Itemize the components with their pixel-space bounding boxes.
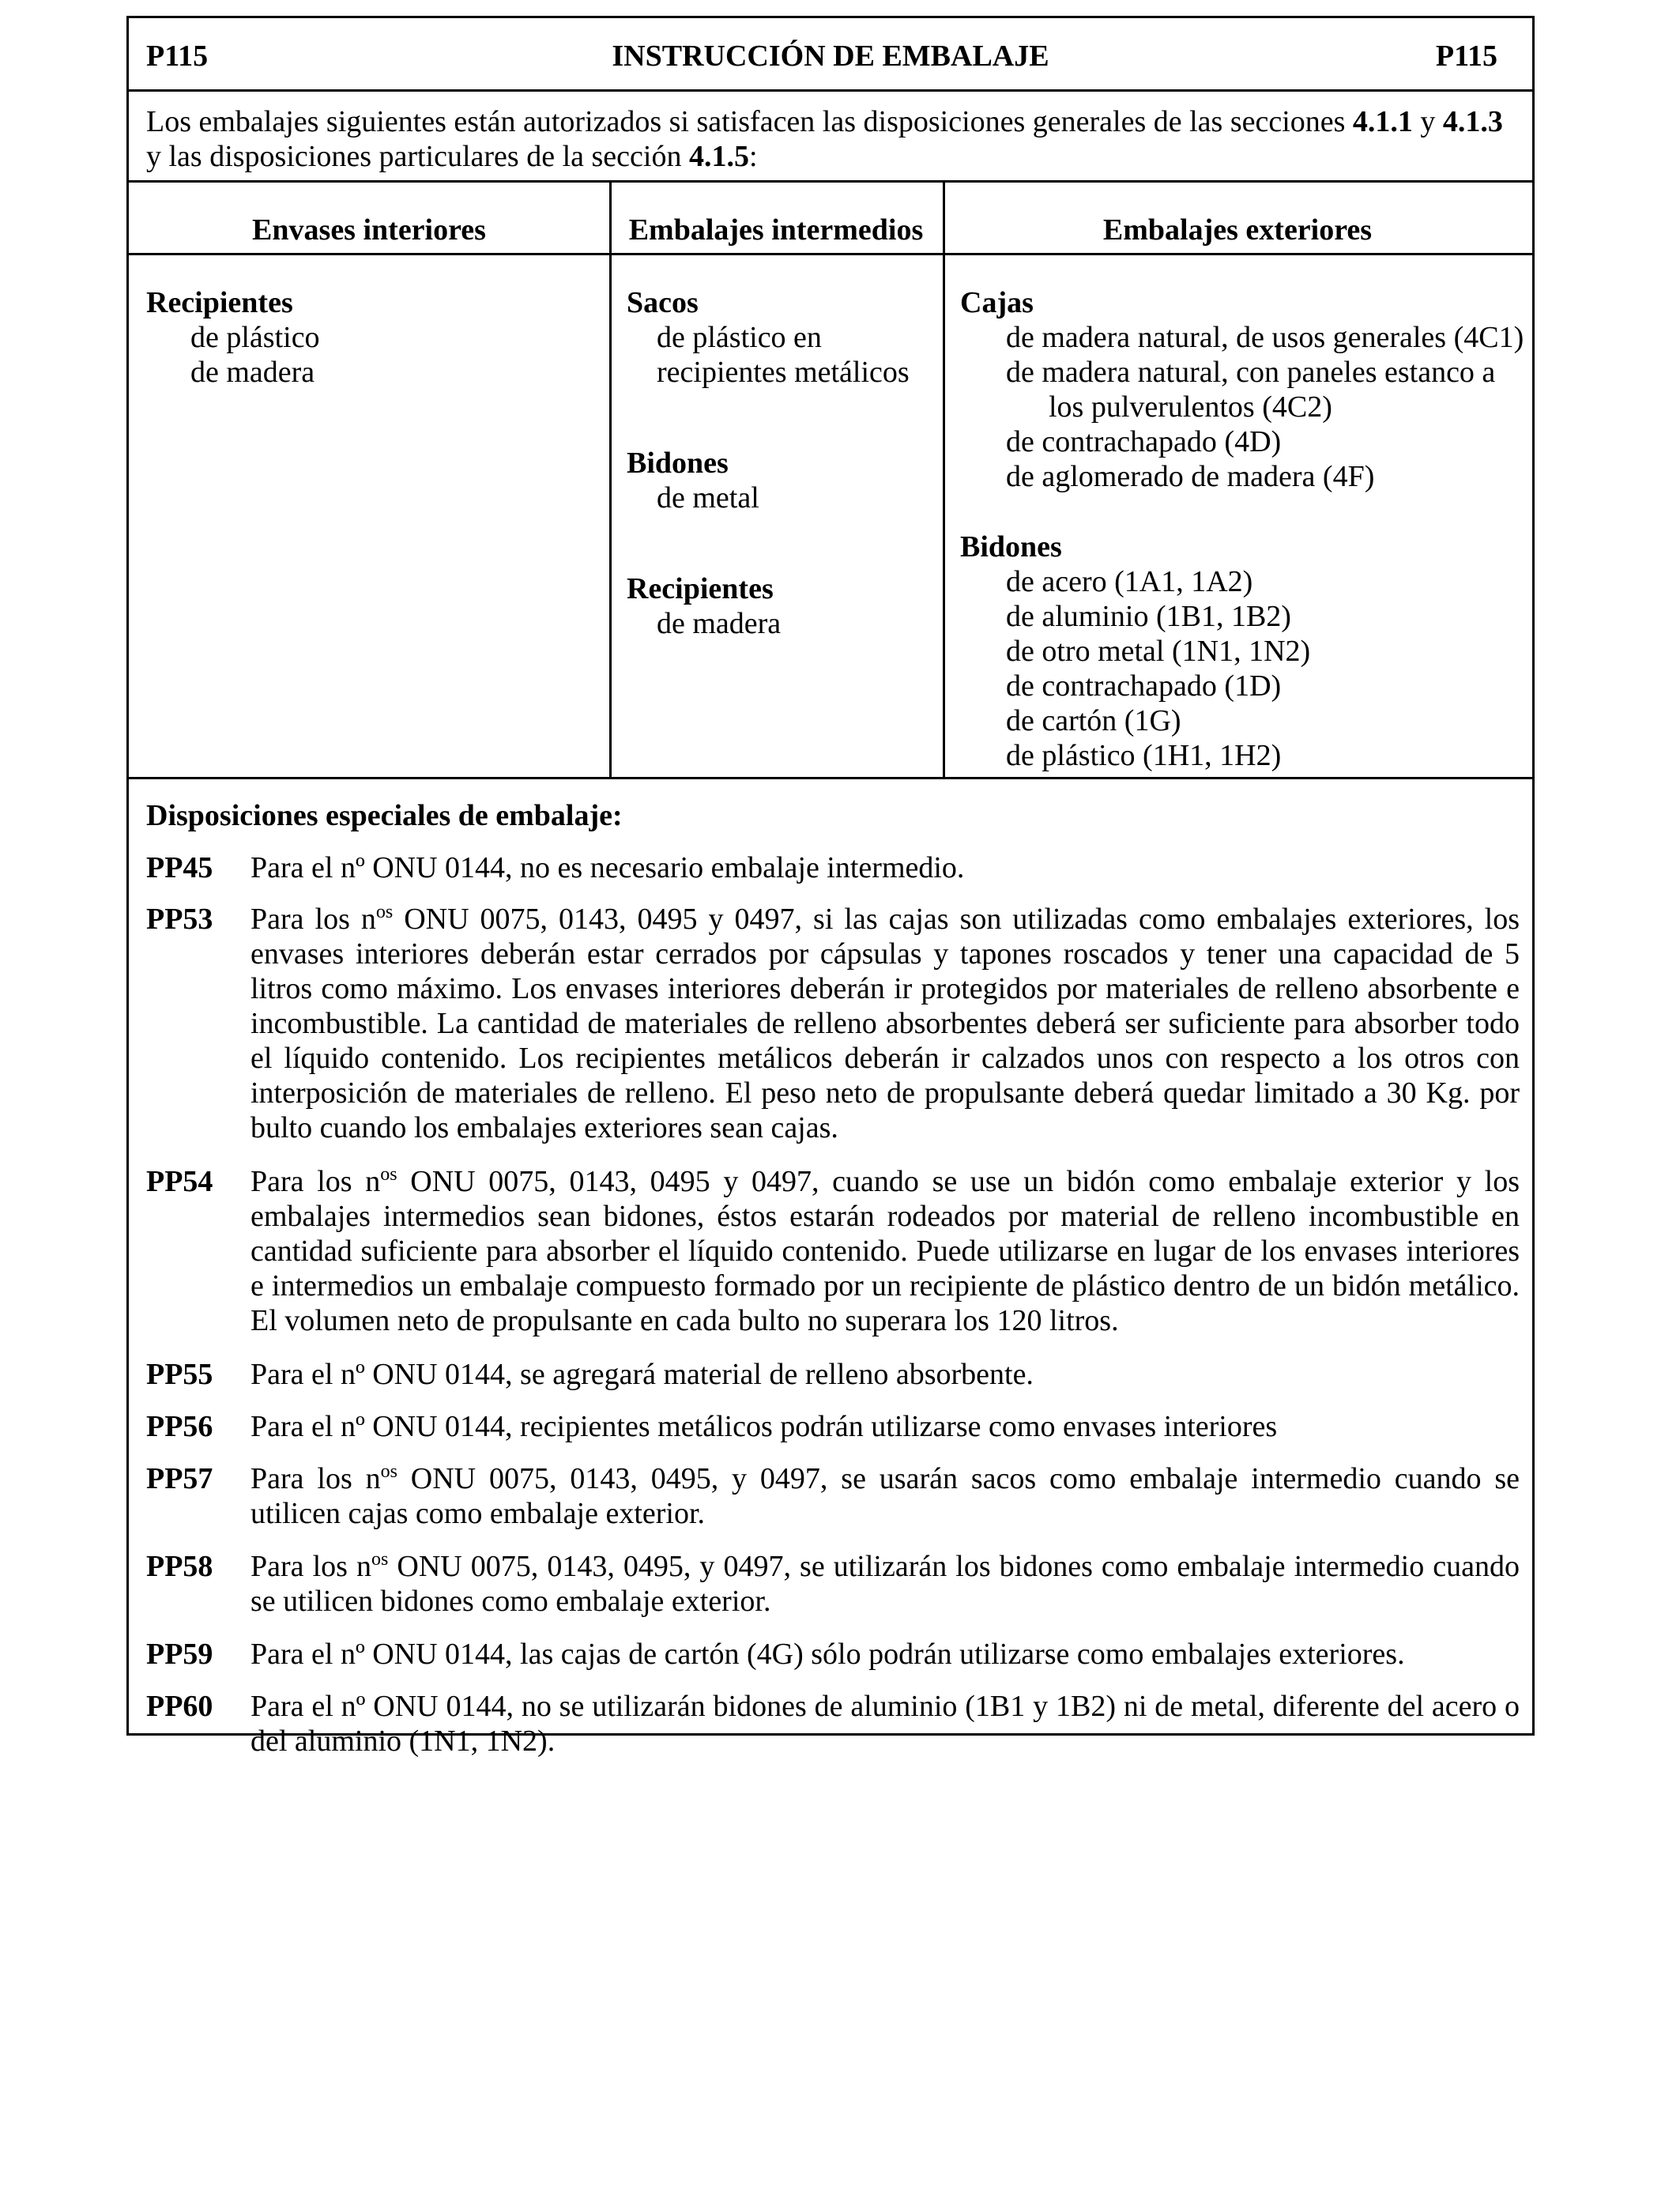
provision-text	[250, 1549, 1520, 1619]
intro-ref-4-1-5: 4.1.5	[688, 140, 749, 173]
outer-item: de madera natural, de usos generales (4C1)	[1006, 321, 1524, 354]
intro-line-2	[146, 139, 758, 174]
inner-group-heading: Recipientes	[146, 286, 293, 319]
intro-divider	[129, 180, 1532, 183]
provision-text	[250, 1461, 1520, 1531]
outer-item: de acero (1A1, 1A2)	[1006, 565, 1253, 598]
packagings-divider	[129, 777, 1532, 779]
provision-text	[250, 902, 1520, 1145]
provision-prefix: Para los n	[250, 1165, 381, 1198]
provision-code: PP54	[146, 1165, 213, 1198]
provision-text	[250, 1637, 1520, 1672]
column-separator-1	[609, 180, 612, 777]
provision-prefix: Para los n	[250, 1550, 371, 1583]
provision-body: Para el nº ONU 0144, recipientes metálicos podrán utilizarse como envases interiores	[250, 1410, 1278, 1443]
provision-code: PP53	[146, 903, 213, 936]
inner-item: de madera	[190, 356, 315, 389]
provision-superscript: os	[375, 902, 394, 922]
intermediate-group-heading-recipientes: Recipientes	[627, 572, 774, 605]
outer-item: de aluminio (1B1, 1B2)	[1006, 600, 1291, 633]
provision-prefix: Para los n	[250, 1462, 381, 1495]
outer-item: de otro metal (1N1, 1N2)	[1006, 635, 1311, 668]
outer-item: de aglomerado de madera (4F)	[1006, 460, 1375, 493]
intro-connector: y	[1412, 105, 1443, 138]
packing-instruction-table	[126, 16, 1535, 1758]
provision-body: Para el nº ONU 0144, las cajas de cartón (4G) sólo podrán utilizarse como embalajes exteriores.	[250, 1638, 1405, 1671]
intermediate-group-heading-sacos: Sacos	[627, 286, 699, 319]
provision-body: Para el nº ONU 0144, no es necesario embalaje intermedio.	[250, 851, 965, 884]
provision-superscript: os	[380, 1164, 397, 1185]
provision-text	[250, 850, 1520, 885]
intro-ref-4-1-3: 4.1.3	[1442, 105, 1503, 138]
header-divider	[129, 89, 1532, 92]
provision-superscript: os	[380, 1461, 397, 1482]
intro-text-2: y las disposiciones particulares de la sección	[146, 140, 689, 173]
provision-code: PP58	[146, 1550, 213, 1583]
provision-body: ONU 0075, 0143, 0495, y 0497, se usarán sacos como embalaje intermedio cuando se utilicen cajas como embalaje exterior.	[250, 1462, 1520, 1530]
intro-ref-4-1-1: 4.1.1	[1352, 105, 1413, 138]
column-header-divider	[129, 253, 1532, 255]
provision-body: Para el nº ONU 0144, no se utilizarán bidones de aluminio (1B1 y 1B2) ni de metal, diferente del acero o del aluminio (1N1, 1N2).	[250, 1690, 1520, 1758]
provision-superscript: os	[371, 1549, 389, 1570]
special-provisions-heading: Disposiciones especiales de embalaje:	[146, 799, 623, 832]
provision-code: PP45	[146, 851, 213, 884]
provision-code: PP60	[146, 1690, 213, 1723]
intro-line-1	[146, 104, 1503, 139]
provision-body: ONU 0075, 0143, 0495 y 0497, si las cajas son utilizadas como embalajes exteriores, los envases interiores deberán estar cerrados por cápsulas y tapones roscados y tener una capacidad de 5 litros como máximo. Los envases interiores deberán ir protegidos por materiales de relleno absorbente e incombustible. La cantidad de materiales de relleno absorbentes deberá ser suficiente para absorber todo el líquido contenido. Los recipientes metálicos deberán ir calzados unos con respecto a los otros con interposición de materiales de relleno. El peso neto de propulsante deberá quedar limitado a 30 Kg. por bulto cuando los embalajes exteriores sean cajas.	[250, 903, 1520, 1144]
inner-item: de plástico	[190, 321, 320, 354]
intermediate-item: de madera	[657, 607, 782, 640]
outer-item: de plástico (1H1, 1H2)	[1006, 739, 1282, 772]
provision-code: PP56	[146, 1410, 213, 1443]
provision-code: PP57	[146, 1462, 213, 1495]
column-header-inner: Envases interiores	[252, 213, 486, 247]
provision-prefix: Para los n	[250, 903, 376, 936]
outer-item: de cartón (1G)	[1006, 704, 1181, 737]
intermediate-item: de plástico en	[657, 321, 822, 354]
outer-item: de contrachapado (1D)	[1006, 669, 1282, 703]
provision-text	[250, 1164, 1520, 1338]
provision-text	[250, 1409, 1520, 1444]
provision-body: ONU 0075, 0143, 0495 y 0497, cuando se use un bidón como embalaje exterior y los embalajes intermedios sean bidones, éstos estarán rodeados por material de relleno incombustible en cantidad suficiente para absorber el líquido contenido. Puede utilizarse en lugar de los envases interiores e intermedios un embalaje compuesto formado por un recipiente de plástico dentro de un bidón metálico. El volumen neto de propulsante en cada bulto no superara los 120 litros.	[250, 1165, 1520, 1337]
intro-colon: :	[748, 140, 758, 173]
provision-code: PP59	[146, 1638, 213, 1671]
column-header-intermediate: Embalajes intermedios	[628, 213, 924, 247]
outer-item: los pulverulentos (4C2)	[1049, 390, 1332, 424]
column-separator-2	[943, 180, 945, 777]
instruction-code-left: P115	[146, 40, 209, 73]
intro-text-1: Los embalajes siguientes están autorizados si satisfacen las disposiciones generales de las secciones	[146, 105, 1353, 138]
intermediate-group-heading-bidones: Bidones	[627, 447, 729, 480]
outer-item: de madera natural, con paneles estanco a	[1006, 356, 1496, 389]
provision-code: PP55	[146, 1358, 213, 1391]
instruction-code-right: P115	[1435, 40, 1497, 73]
provision-body: ONU 0075, 0143, 0495, y 0497, se utilizarán los bidones como embalaje intermedio cuando se utilicen bidones como embalaje exterior.	[250, 1550, 1520, 1618]
provision-text	[250, 1357, 1520, 1392]
column-header-outer: Embalajes exteriores	[1102, 213, 1373, 247]
intermediate-item: de metal	[657, 481, 759, 515]
outer-item: de contrachapado (4D)	[1006, 425, 1282, 458]
provision-text	[250, 1689, 1520, 1759]
outer-group-heading-bidones: Bidones	[960, 530, 1062, 564]
outer-group-heading-cajas: Cajas	[960, 286, 1034, 319]
instruction-title: INSTRUCCIÓN DE EMBALAJE	[612, 40, 1049, 73]
provision-body: Para el nº ONU 0144, se agregará material de relleno absorbente.	[250, 1358, 1034, 1391]
intermediate-item: recipientes metálicos	[657, 356, 910, 389]
